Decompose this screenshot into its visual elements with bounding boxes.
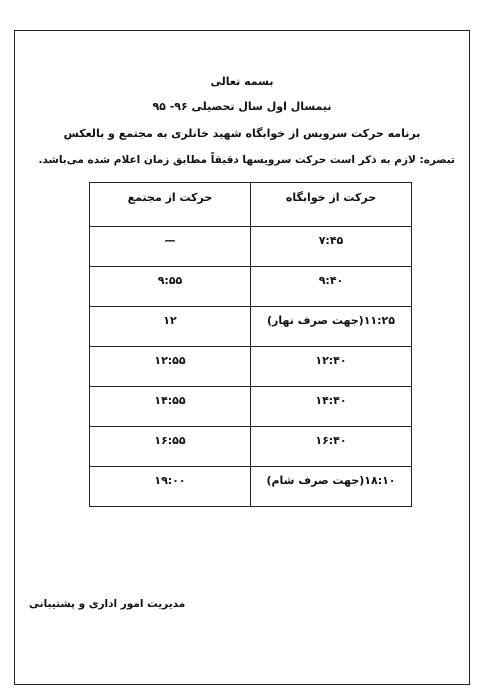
document-page: [14, 30, 470, 685]
program-title: برنامه حرکت سرویس از خوابگاه شهید خانلری به مجتمع و بالعکس: [63, 127, 421, 140]
cell-from-dorm: ۱۱:۲۵(جهت صرف نهار): [251, 307, 412, 347]
table-row: [90, 347, 412, 387]
table-row: [90, 227, 412, 267]
table-header-row: [90, 183, 412, 227]
header-from-complex: حرکت از مجتمع: [90, 183, 251, 227]
header-from-dorm: حرکت از خوابگاه: [251, 183, 412, 227]
cell-from-complex: ۱۲: [90, 307, 251, 347]
cell-from-complex: ۹:۵۵: [90, 267, 251, 307]
semester-title: نیمسال اول سال تحصیلی ۹۶- ۹۵: [152, 100, 332, 113]
cell-from-complex: ۱۹:۰۰: [90, 467, 251, 507]
cell-from-complex: ۱۴:۵۵: [90, 387, 251, 427]
cell-from-dorm: ۱۸:۱۰(جهت صرف شام): [251, 467, 412, 507]
document-heading: بسمه تعالی: [210, 75, 274, 88]
cell-from-dorm: ۱۶:۴۰: [251, 427, 412, 467]
cell-from-dorm: ۷:۴۵: [251, 227, 412, 267]
table-row: [90, 427, 412, 467]
table-row: [90, 467, 412, 507]
footer-signature: مدیریت امور اداری و پشتیبانی: [29, 598, 186, 610]
table-row: [90, 387, 412, 427]
table-row: [90, 267, 412, 307]
table-row: [90, 307, 412, 347]
cell-from-dorm: ۱۲:۴۰: [251, 347, 412, 387]
note-text: تبصره: لازم به ذکر است حرکت سرویسها دقیقاً مطابق زمان اعلام شده می‌باشد.: [38, 154, 455, 166]
schedule-table: [89, 182, 412, 507]
cell-from-dorm: ۱۴:۴۰: [251, 387, 412, 427]
cell-from-complex: —: [90, 227, 251, 267]
cell-from-complex: ۱۲:۵۵: [90, 347, 251, 387]
cell-from-complex: ۱۶:۵۵: [90, 427, 251, 467]
cell-from-dorm: ۹:۴۰: [251, 267, 412, 307]
